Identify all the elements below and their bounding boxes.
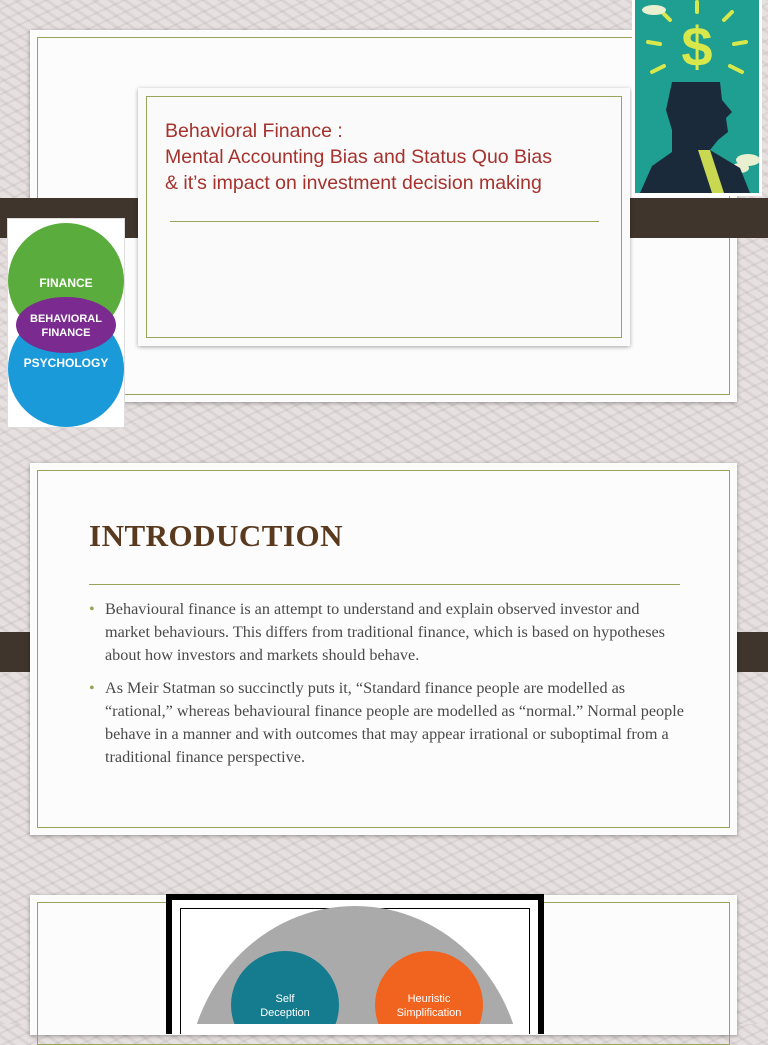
bullet-icon: • — [89, 600, 95, 618]
heading-divider — [89, 584, 680, 585]
venn-label-behavioral-finance: FINANCE — [41, 327, 91, 339]
title-line-1: Behavioral Finance : — [165, 120, 343, 142]
venn-label-behavioral: BEHAVIORAL — [30, 313, 102, 325]
venn-diagram — [7, 218, 125, 428]
behavioral-finance-overlap — [16, 297, 116, 353]
dollar-head-icon — [632, 0, 762, 196]
venn-label-psychology: PSYCHOLOGY — [23, 356, 109, 370]
self-deception-label-1: Self — [275, 993, 295, 1005]
venn-label-finance: FINANCE — [39, 276, 93, 290]
bullet-icon: • — [89, 679, 95, 697]
bullet-item — [89, 677, 689, 769]
title-divider — [170, 221, 599, 222]
bullet-item — [89, 598, 689, 668]
title-line-3: & it’s impact on investment decision making — [165, 172, 542, 194]
heuristic-label-1: Heuristic — [407, 993, 451, 1005]
diagram-frame — [166, 894, 544, 1034]
title-line-2: Mental Accounting Bias and Status Quo Bias — [165, 146, 552, 168]
heuristic-label-2: Simplification — [396, 1007, 462, 1019]
slide1-right-tab-over — [612, 198, 768, 238]
bullet-text: Behavioural finance is an attempt to understand and explain observed investor and market behaviours. This differs from traditional finance, which is based on hypotheses about how investors and markets should behave. — [105, 600, 665, 664]
svg-text:$: $ — [681, 15, 713, 78]
bullet-text: As Meir Statman so succinctly puts it, “Standard finance people are modelled as “rational,” whereas behavioural finance people are modelled as “normal.” Normal people behave in a manner and with outcomes that may appear irrational or suboptimal from a traditional finance perspective. — [105, 679, 684, 766]
slide-heading: INTRODUCTION — [89, 518, 344, 553]
self-deception-label-2: Deception — [260, 1007, 310, 1019]
